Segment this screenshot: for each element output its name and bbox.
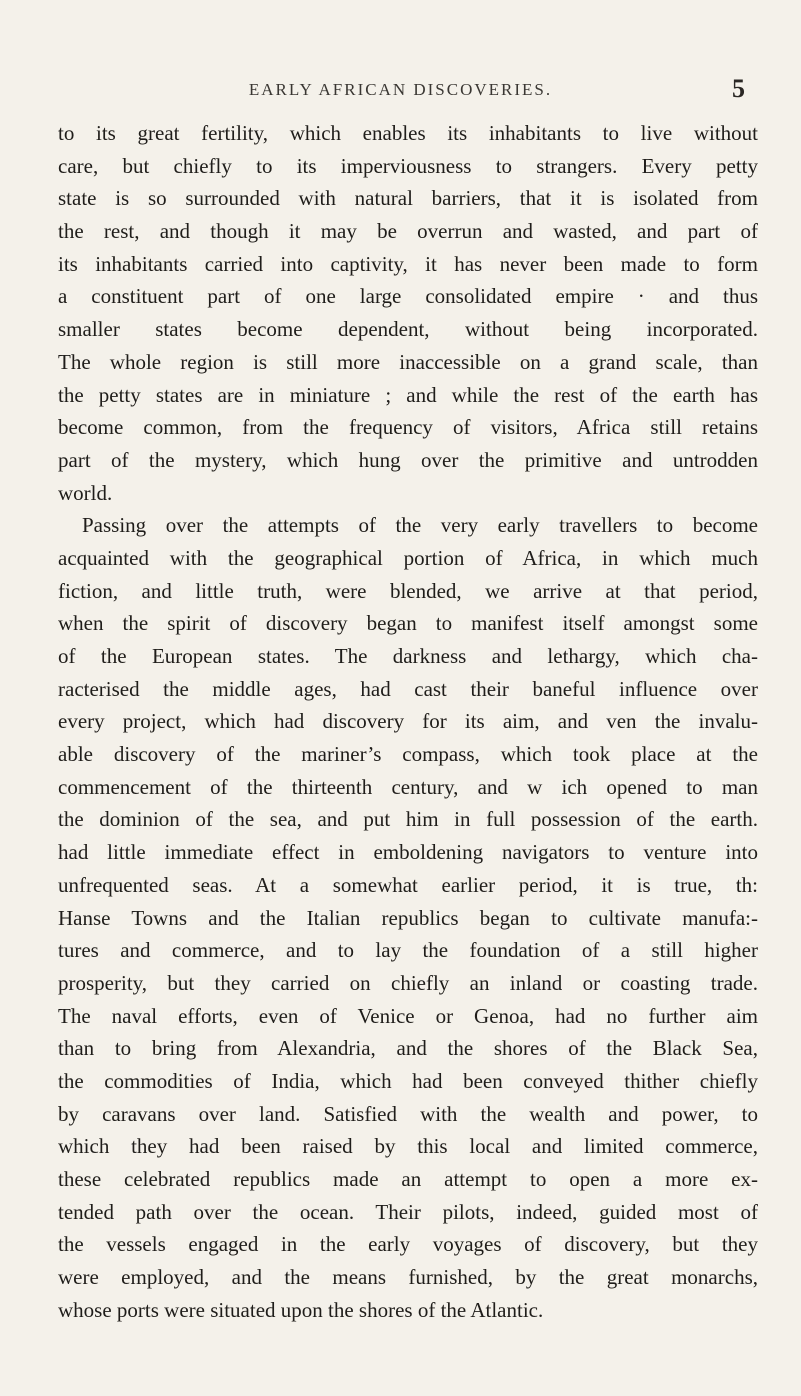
text-line: the rest, and though it may be overrun and wasted, and part of xyxy=(58,219,758,244)
text-line: state is so surrounded with natural barriers, that it is isolated from xyxy=(58,186,758,211)
text-line: become common, from the frequency of visitors, Africa still retains xyxy=(58,415,758,440)
text-line: when the spirit of discovery began to manifest itself amongst some xyxy=(58,611,758,636)
text-line: had little immediate effect in emboldening navigators to venture into xyxy=(58,840,758,865)
text-line: commencement of the thirteenth century, and w ich opened to man xyxy=(58,774,758,799)
text-line: care, but chiefly to its imperviousness to strangers. Every petty xyxy=(58,153,758,178)
text-line: part of the mystery, which hung over the primitive and untrodden xyxy=(58,447,758,472)
text-line: the commodities of India, which had been conveyed thither chiefly xyxy=(58,1068,758,1093)
text-line: to its great fertility, which enables its inhabitants to live without xyxy=(58,121,758,145)
text-line: the petty states are in miniature ; and while the rest of the earth has xyxy=(58,382,758,407)
text-line: prosperity, but they carried on chiefly an inland or coasting trade. xyxy=(58,970,758,995)
text-line: able discovery of the mariner’s compass, which took place at the xyxy=(58,742,758,767)
running-head xyxy=(0,74,801,110)
text-line: smaller states become dependent, without being incorporated. xyxy=(58,317,758,342)
body-text xyxy=(58,117,758,1326)
paragraph-end-line: whose ports were situated upon the shores of the Atlantic. xyxy=(58,1297,544,1322)
paragraph-start-line: Passing over the attempts of the very early travellers to become xyxy=(82,513,758,538)
text-line: The whole region is still more inaccessible on a grand scale, than xyxy=(58,349,758,374)
text-line: The naval efforts, even of Venice or Genoa, had no further aim xyxy=(58,1003,758,1028)
text-line: tures and commerce, and to lay the foundation of a still higher xyxy=(58,938,758,963)
text-line: tended path over the ocean. Their pilots, indeed, guided most of xyxy=(58,1199,758,1224)
text-line: fiction, and little truth, were blended, we arrive at that period, xyxy=(58,578,758,603)
text-line: its inhabitants carried into captivity, it has never been made to form xyxy=(58,251,758,276)
page-number: 5 xyxy=(732,74,745,103)
text-line: these celebrated republics made an attempt to open a more ex- xyxy=(58,1167,758,1191)
text-line: than to bring from Alexandria, and the shores of the Black Sea, xyxy=(58,1036,758,1061)
text-line: unfrequented seas. At a somewhat earlier period, it is true, th: xyxy=(58,872,758,897)
text-line: acquainted with the geographical portion of Africa, in which much xyxy=(58,545,758,570)
text-line: by caravans over land. Satisfied with the wealth and power, to xyxy=(58,1101,758,1126)
text-line: racterised the middle ages, had cast their baneful influence over xyxy=(58,676,758,701)
text-line: of the European states. The darkness and lethargy, which cha- xyxy=(58,644,758,668)
text-line: Hanse Towns and the Italian republics began to cultivate manufa:- xyxy=(58,905,758,930)
text-line: were employed, and the means furnished, by the great monarchs, xyxy=(58,1265,758,1290)
paragraph-end-line: world. xyxy=(58,480,113,505)
text-line: the dominion of the sea, and put him in full possession of the earth. xyxy=(58,807,758,832)
text-line: every project, which had discovery for its aim, and ven the invalu- xyxy=(58,709,758,734)
running-title: EARLY AFRICAN DISCOVERIES. xyxy=(248,80,553,99)
text-line: which they had been raised by this local and limited commerce, xyxy=(58,1134,758,1159)
text-line: the vessels engaged in the early voyages of discovery, but they xyxy=(58,1232,758,1257)
text-line: a constituent part of one large consolidated empire · and thus xyxy=(58,284,758,309)
